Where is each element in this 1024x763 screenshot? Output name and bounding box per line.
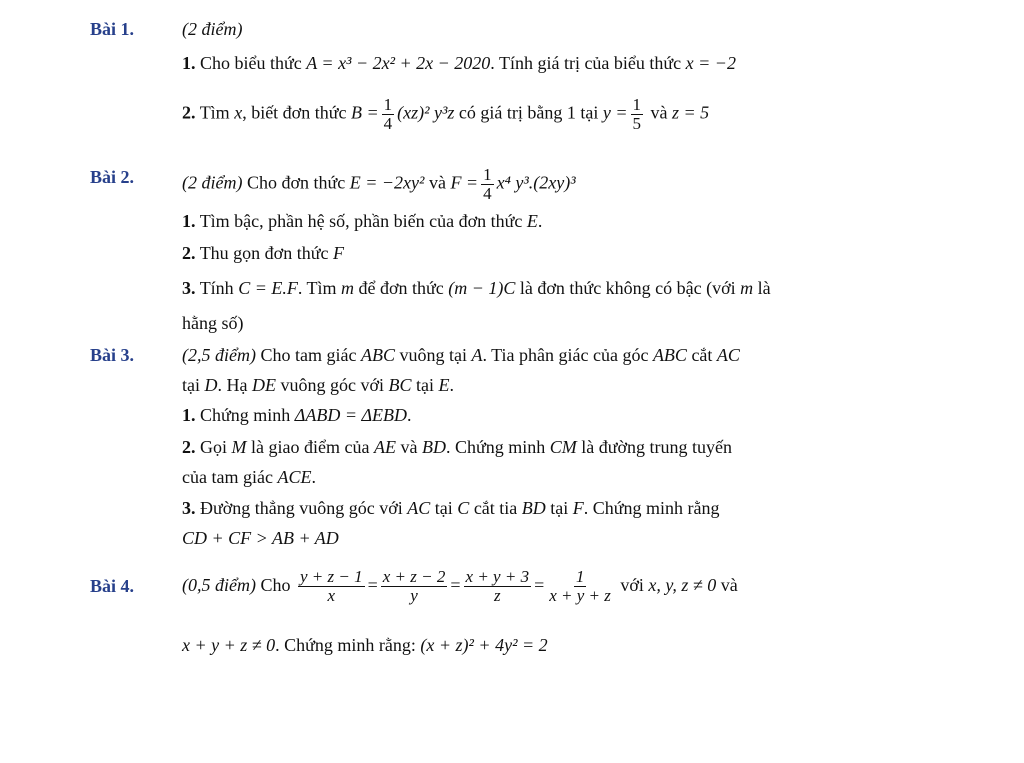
fraction: $\frac{x + z - 2}{y}$ [382,567,446,606]
problem-2-part-1: 1. Tìm bậc, phần hệ số, phần biến của đơn thức E. [182,211,543,231]
problem-3-part-2: 2. Gọi M là giao điểm của AE và BD. Chứng minh CM là đường trung tuyến [182,437,732,457]
problem-1-part-2: 2. Tìm x, biết đơn thức B = $\frac{1}{4}$ (xz)² y³z có giá trị bằng 1 tại y = $\frac{1}{5}$ và z = 5 [182,95,710,133]
problem-3-part-3: 3. Đường thẳng vuông góc với AC tại C cắt tia BD tại F. Chứng minh rằng [182,498,720,518]
problem-4-label: Bài 4. [90,576,135,596]
fraction: $\frac{1}{5}$ [632,95,641,133]
problem-3-inequality: CD + CF > AB + AD [182,528,339,548]
fraction: $\frac{1}{4}$ [483,165,492,203]
fraction: $\frac{x + y + 3}{z}$ [465,567,530,606]
fraction: $\frac{y + z - 1}{x}$ [300,567,363,606]
problem-2-intro: (2 điểm) Cho đơn thức E = −2xy² và F = $\frac{1}{4}$ x⁴ y³.(2xy)³ [182,165,576,203]
problem-1-part-1: 1. Cho biểu thức A = x³ − 2x² + 2x − 2020. Tính giá trị của biểu thức x = −2 [182,53,736,73]
problem-2-label: Bài 2. [90,167,135,187]
problem-3-intro: (2,5 điểm) Cho tam giác ABC vuông tại A. Tia phân giác của góc ABC cắt AC [182,345,740,365]
problem-2-part-2: 2. Thu gọn đơn thức F [182,243,344,263]
problem-3-part-2-cont: của tam giác ACE. [182,467,316,487]
problem-4-line-2: x + y + z ≠ 0. Chứng minh rằng: (x + z)² + 4y² = 2 [182,635,548,655]
problem-3-intro-cont: tại D. Hạ DE vuông góc với BC tại E. [182,375,455,395]
problem-3-part-1: 1. Chứng minh ΔABD = ΔEBD. [182,405,412,425]
problem-2-part-3: 3. Tính C = E.F. Tìm m để đơn thức (m − 1)C là đơn thức không có bậc (với m là [182,278,771,298]
fraction: $\frac{1}{4}$ [383,95,393,133]
problem-4-intro: (0,5 điểm) Cho $\frac{y + z - 1}{x}$ = $\frac{x + z - 2}{y}$ = $\frac{x + y + 3}{z}$ = $\frac{1}{x + y + z}$ với x, y, z ≠ 0 và [182,567,738,606]
problem-3-label: Bài 3. [90,345,135,365]
problem-2-part-3-cont: hằng số) [182,313,244,333]
problem-1-points: (2 điểm) [182,19,243,39]
problem-1-label: Bài 1. [90,19,135,39]
fraction: $\frac{1}{x + y + z}$ [549,567,611,606]
